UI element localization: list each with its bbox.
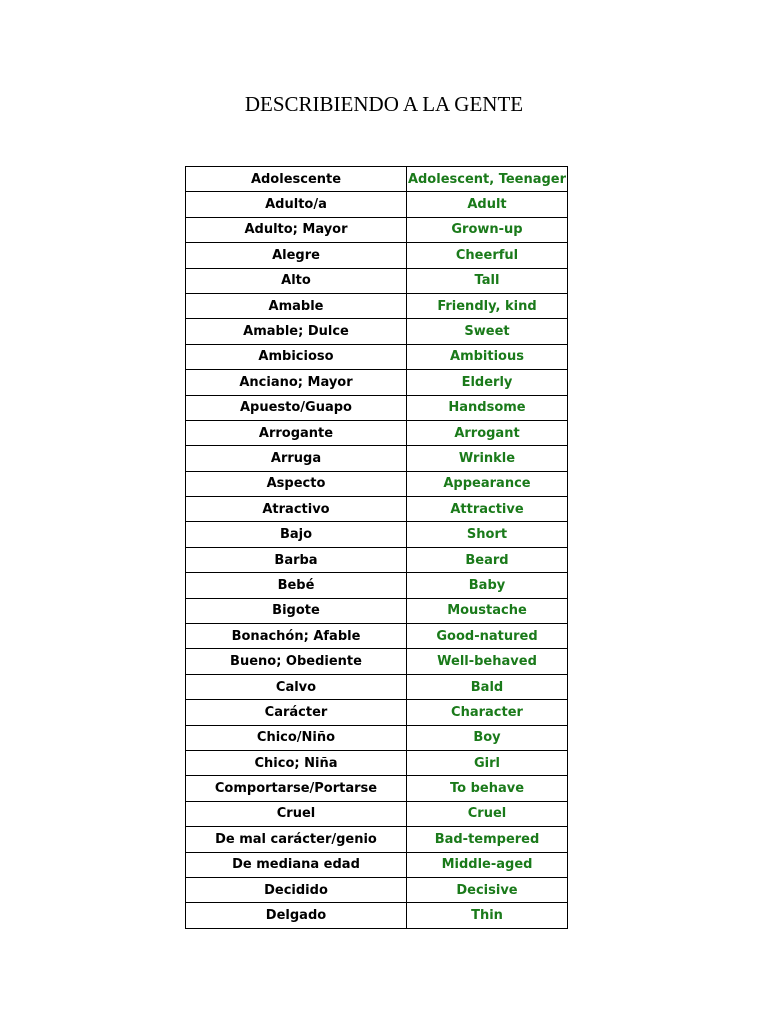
spanish-term-cell: Arrogante <box>186 420 407 445</box>
english-translation-cell: Friendly, kind <box>407 293 568 318</box>
table-row <box>186 370 568 395</box>
spanish-term-cell: De mediana edad <box>186 852 407 877</box>
spanish-term-cell: Alegre <box>186 243 407 268</box>
english-translation-cell: Good-natured <box>407 624 568 649</box>
spanish-term-cell: Bonachón; Afable <box>186 624 407 649</box>
table-row <box>186 471 568 496</box>
table-row <box>186 420 568 445</box>
english-translation-cell: Adolescent, Teenager <box>407 167 568 192</box>
vocabulary-table <box>185 166 568 929</box>
spanish-term-cell: Barba <box>186 547 407 572</box>
table-row <box>186 725 568 750</box>
spanish-term-cell: Aspecto <box>186 471 407 496</box>
table-row <box>186 624 568 649</box>
table-row <box>186 700 568 725</box>
english-translation-cell: Beard <box>407 547 568 572</box>
english-translation-cell: Appearance <box>407 471 568 496</box>
table-row <box>186 801 568 826</box>
spanish-term-cell: Chico/Niño <box>186 725 407 750</box>
spanish-term-cell: Apuesto/Guapo <box>186 395 407 420</box>
english-translation-cell: Wrinkle <box>407 446 568 471</box>
english-translation-cell: Bad-tempered <box>407 827 568 852</box>
english-translation-cell: Moustache <box>407 598 568 623</box>
vocabulary-table-body <box>186 167 568 929</box>
table-row <box>186 167 568 192</box>
table-row <box>186 750 568 775</box>
table-row <box>186 293 568 318</box>
spanish-term-cell: Atractivo <box>186 497 407 522</box>
table-row <box>186 192 568 217</box>
spanish-term-cell: Adulto/a <box>186 192 407 217</box>
table-row <box>186 446 568 471</box>
table-row <box>186 344 568 369</box>
spanish-term-cell: Amable <box>186 293 407 318</box>
english-translation-cell: Elderly <box>407 370 568 395</box>
english-translation-cell: Character <box>407 700 568 725</box>
spanish-term-cell: Carácter <box>186 700 407 725</box>
spanish-term-cell: Decidido <box>186 877 407 902</box>
spanish-term-cell: Comportarse/Portarse <box>186 776 407 801</box>
english-translation-cell: Bald <box>407 674 568 699</box>
table-row <box>186 827 568 852</box>
table-row <box>186 776 568 801</box>
spanish-term-cell: Bajo <box>186 522 407 547</box>
english-translation-cell: Grown-up <box>407 217 568 242</box>
table-row <box>186 319 568 344</box>
english-translation-cell: Short <box>407 522 568 547</box>
english-translation-cell: Middle-aged <box>407 852 568 877</box>
table-row <box>186 547 568 572</box>
english-translation-cell: Thin <box>407 903 568 928</box>
spanish-term-cell: Bebé <box>186 573 407 598</box>
spanish-term-cell: Calvo <box>186 674 407 699</box>
english-translation-cell: Handsome <box>407 395 568 420</box>
spanish-term-cell: Alto <box>186 268 407 293</box>
table-row <box>186 649 568 674</box>
english-translation-cell: Attractive <box>407 497 568 522</box>
spanish-term-cell: Amable; Dulce <box>186 319 407 344</box>
spanish-term-cell: De mal carácter/genio <box>186 827 407 852</box>
spanish-term-cell: Bigote <box>186 598 407 623</box>
table-row <box>186 573 568 598</box>
table-row <box>186 877 568 902</box>
spanish-term-cell: Chico; Niña <box>186 750 407 775</box>
english-translation-cell: Ambitious <box>407 344 568 369</box>
table-row <box>186 674 568 699</box>
spanish-term-cell: Anciano; Mayor <box>186 370 407 395</box>
table-row <box>186 598 568 623</box>
english-translation-cell: Well-behaved <box>407 649 568 674</box>
english-translation-cell: Decisive <box>407 877 568 902</box>
english-translation-cell: Sweet <box>407 319 568 344</box>
table-row <box>186 903 568 928</box>
english-translation-cell: Cheerful <box>407 243 568 268</box>
spanish-term-cell: Adulto; Mayor <box>186 217 407 242</box>
spanish-term-cell: Delgado <box>186 903 407 928</box>
table-row <box>186 395 568 420</box>
table-row <box>186 522 568 547</box>
english-translation-cell: Baby <box>407 573 568 598</box>
table-row <box>186 243 568 268</box>
table-row <box>186 497 568 522</box>
table-row <box>186 217 568 242</box>
english-translation-cell: Tall <box>407 268 568 293</box>
spanish-term-cell: Arruga <box>186 446 407 471</box>
spanish-term-cell: Bueno; Obediente <box>186 649 407 674</box>
spanish-term-cell: Cruel <box>186 801 407 826</box>
english-translation-cell: Adult <box>407 192 568 217</box>
table-row <box>186 268 568 293</box>
english-translation-cell: To behave <box>407 776 568 801</box>
english-translation-cell: Arrogant <box>407 420 568 445</box>
english-translation-cell: Cruel <box>407 801 568 826</box>
spanish-term-cell: Adolescente <box>186 167 407 192</box>
english-translation-cell: Boy <box>407 725 568 750</box>
spanish-term-cell: Ambicioso <box>186 344 407 369</box>
english-translation-cell: Girl <box>407 750 568 775</box>
page-title: DESCRIBIENDO A LA GENTE <box>244 92 524 116</box>
table-row <box>186 852 568 877</box>
